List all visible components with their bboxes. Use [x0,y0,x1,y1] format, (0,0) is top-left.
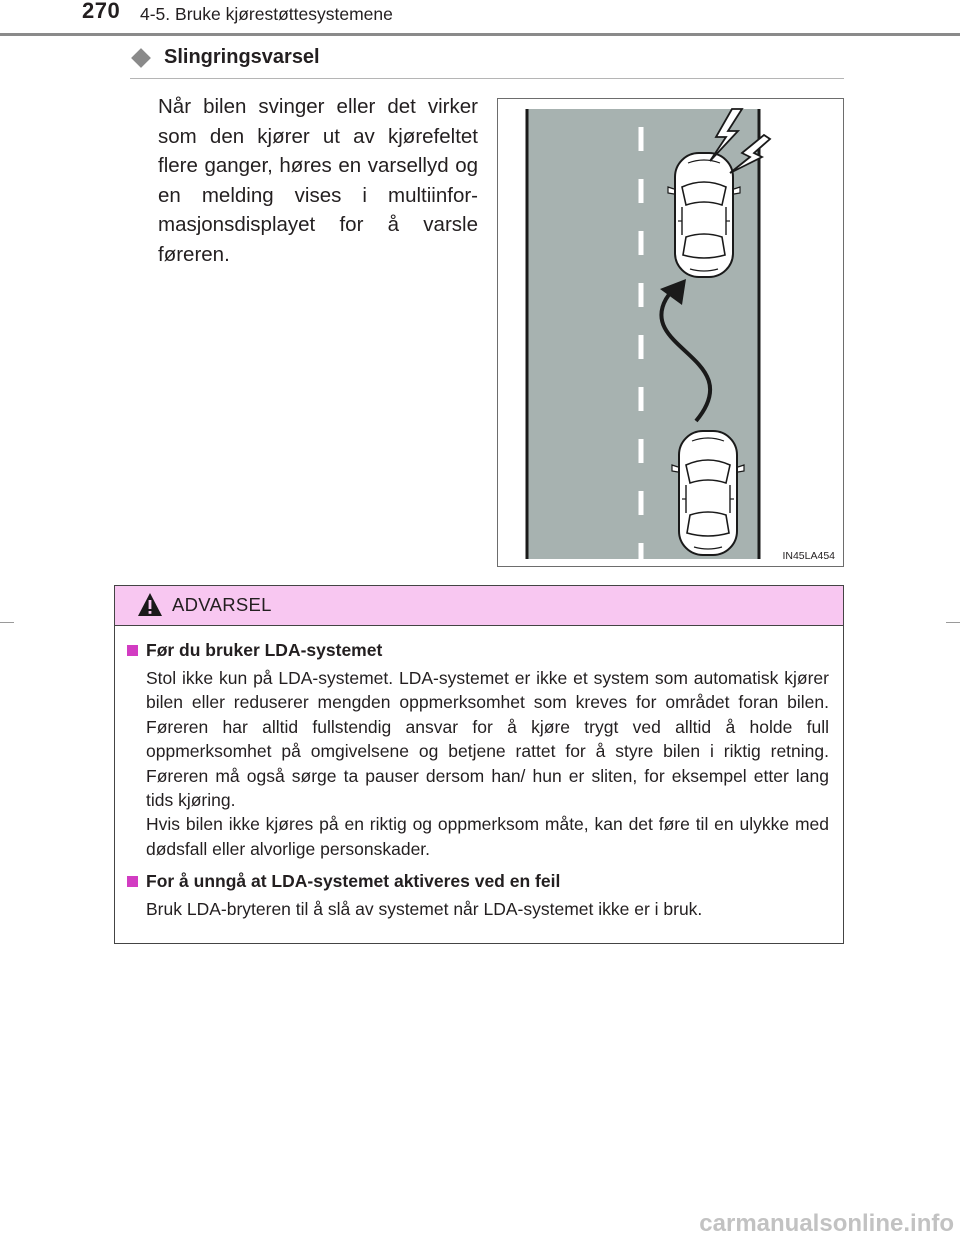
warning-item-text [127,666,829,861]
warning-item-title: Før du bruker LDA-systemet [146,640,383,660]
intro-text: Når bilen svinger eller det virker som den kjører ut av kjørefeltet flere ganger, høres en varsellyd og en melding vises i multiinformasjonsdisplayet for å varsle føreren. [158,95,478,266]
section-title: Slingringsvarsel [164,46,320,68]
warning-paragraph: Stol ikke kun på LDA-systemet. LDA-systemet er ikke et system som automatisk kjører bilen eller reduserer mengden oppmerksomhet som kreves for området foran bilen. Føreren har alltid fullstendig ansvar for å kjøre trygt ved alltid å holde full oppmerksomhet på omgivelsene og betjene rattet for å styre bilen i riktig retning. Føreren må også sørge ta pauser dersom han/ hun er sliten, for eksempel etter lang tids kjøring. [146,668,829,811]
car-icon [668,153,740,277]
warning-paragraph: Bruk LDA-bryteren til å slå av systemet når LDA-systemet ikke er i bruk. [146,899,703,920]
warning-header [115,586,843,626]
road-scene [498,99,843,566]
warning-label: ADVARSEL [172,594,272,615]
crop-mark [946,622,960,623]
header-rule [0,33,960,36]
figure-id: IN45LA454 [782,550,835,562]
warning-item [127,640,829,861]
warning-body [115,626,843,922]
section-rule [130,78,844,79]
page-number: 270 [82,0,121,23]
lane-departure-illustration [497,98,844,567]
warning-item-heading [127,640,829,661]
watermark: carmanualsonline.info [699,1210,954,1237]
warning-box [114,585,844,944]
car-icon [672,431,744,555]
warning-triangle-icon [137,592,163,618]
diamond-icon [131,48,151,68]
chapter-title: 4-5. Bruke kjørestøttesystemene [140,4,393,24]
crop-mark [0,622,14,623]
square-bullet-icon [127,645,138,656]
warning-item-text [127,897,829,921]
warning-item-heading [127,871,829,892]
warning-item-title: For å unngå at LDA-systemet aktiveres ved en feil [146,871,561,892]
warning-item [127,871,829,921]
warning-paragraph: Hvis bilen ikke kjøres på en riktig og oppmerksom måte, kan det føre til en ulykke med dødsfall eller alvorlige personskader. [146,814,829,859]
section-heading [130,46,320,69]
square-bullet-icon [127,876,138,887]
